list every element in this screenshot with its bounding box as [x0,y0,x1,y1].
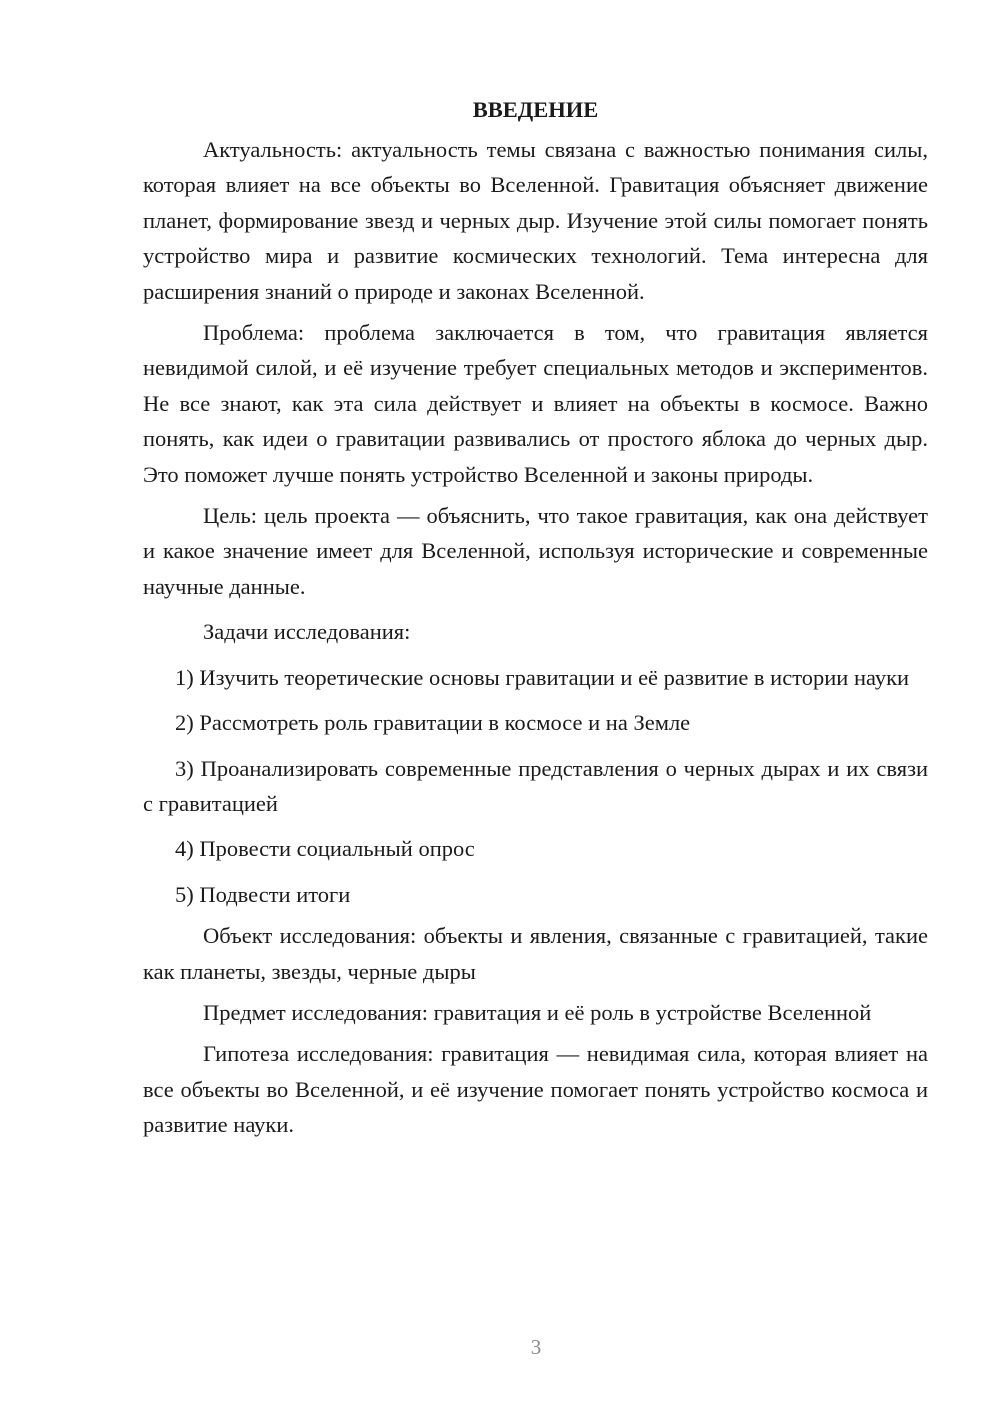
task-item-2: 2) Рассмотреть роль гравитации в космосе и на Земле [175,710,691,736]
object-paragraph: Объект исследования: объекты и явления, связанные с гравитацией, такие как планеты, звезды, черные дыры [143,923,928,984]
task-item-3: 3) Проанализировать современные представления о черных дырах и их связи с гравитацией [143,755,928,816]
task-item-4: 4) Провести социальный опрос [175,836,475,862]
section-title: ВВЕДЕНИЕ [472,97,599,122]
problem-paragraph: Проблема: проблема заключается в том, что гравитация является невидимой силой, и её изучение требует специальных методов и экспериментов. Не все знают, как эта сила действует и влияет на объекты в космосе. Важно понять, как идеи о гравитации развивались от простого яблока до черных дыр. Это поможет лучше понять устройство Вселенной и законы природы. [143,320,928,487]
goal-paragraph: Цель: цель проекта — объяснить, что такое гравитация, как она действует и какое значение имеет для Вселенной, используя исторические и современные научные данные. [143,503,928,599]
hypothesis-paragraph: Гипотеза исследования: гравитация — невидимая сила, которая влияет на все объекты во Вселенной, и её изучение помогает понять устройство космоса и развитие науки. [143,1041,928,1138]
task-item-1: 1) Изучить теоретические основы гравитации и её развитие в истории науки [175,664,910,690]
relevance-paragraph: Актуальность: актуальность темы связана с важностью понимания силы, которая влияет на все объекты во Вселенной. Гравитация объясняет движение планет, формирование звезд и черных дыр. Изучение этой силы помогает понять устройство мира и развитие космических технологий. Тема интересна для расширения знаний о природе и законах Вселенной. [143,137,928,304]
subject-paragraph: Предмет исследования: гравитация и её роль в устройстве Вселенной [203,999,872,1025]
task-item-5: 5) Подвести итоги [175,881,351,907]
page-number: 3 [530,1335,542,1359]
page-content [143,92,928,1143]
tasks-label: Задачи исследования: [203,619,411,645]
